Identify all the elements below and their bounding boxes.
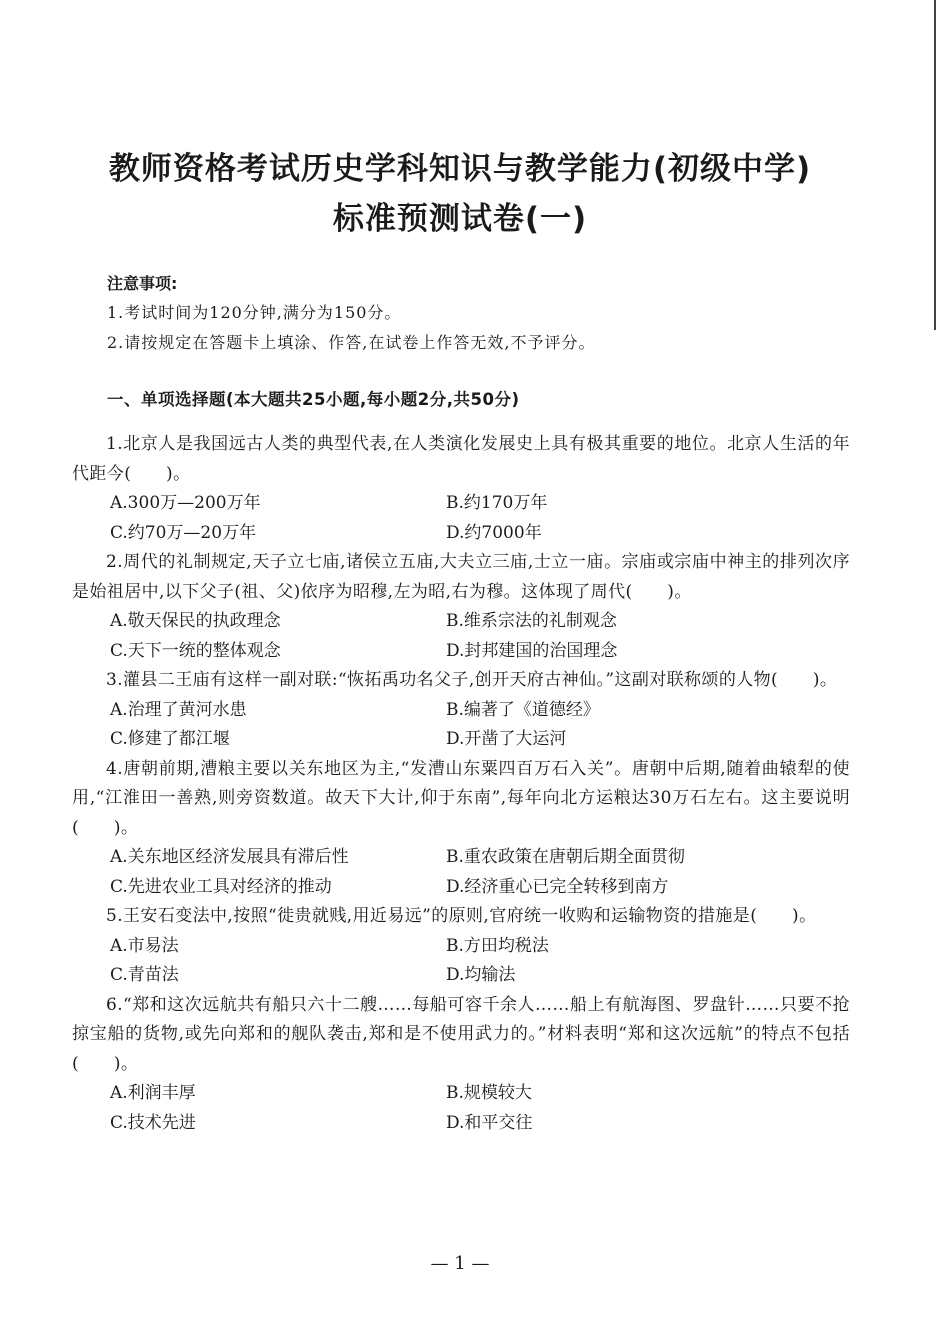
option-a: A.关东地区经济发展具有滞后性 <box>110 847 349 867</box>
notice-heading: 注意事项: <box>107 274 178 293</box>
option-a: A.利润丰厚 <box>110 1083 196 1103</box>
option-b: B.规模较大 <box>446 1083 532 1103</box>
option-c: C.技术先进 <box>110 1112 196 1133</box>
question-stem: 6.“郑和这次远航共有船只六十二艘……每船可容千余人……船上有航海图、罗盘针……只要不抢掠宝船的货物,或先向郑和的舰队袭击,郑和是不使用武力的。”材料表明“郑和这次远航”的特点不包括( )。 <box>72 994 850 1074</box>
question-2 <box>72 548 850 666</box>
option-c: C.青苗法 <box>110 965 179 985</box>
option-grid <box>72 489 850 548</box>
option-grid <box>72 696 850 755</box>
option-c: C.先进农业工具对经济的推动 <box>110 876 332 897</box>
option-grid <box>72 932 850 991</box>
question-6 <box>72 991 850 1139</box>
option-d: D.开凿了大运河 <box>446 729 567 749</box>
question-stem: 4.唐朝前期,漕粮主要以关东地区为主,“发漕山东粟四百万石入关”。唐朝中后期,随着曲辕犁的使用,“江淮田一善熟,则旁资数道。故天下大计,仰于东南”,每年向北方运粮达30万石左右。这主要说明( )。 <box>72 758 850 838</box>
notice-item-2: 2.请按规定在答题卡上填涂、作答,在试卷上作答无效,不予评分。 <box>107 333 596 352</box>
option-d: D.约7000年 <box>446 522 542 543</box>
exam-title-line2: 标准预测试卷(一) <box>332 201 588 237</box>
question-1 <box>72 430 850 548</box>
notice-block <box>107 270 867 358</box>
exam-title-line1: 教师资格考试历史学科知识与教学能力(初级中学) <box>108 151 812 187</box>
question-list <box>72 430 850 1138</box>
question-stem: 2.周代的礼制规定,天子立七庙,诸侯立五庙,大夫立三庙,士立一庙。宗庙或宗庙中神主的排列次序是始祖居中,以下父子(祖、父)依序为昭穆,左为昭,右为穆。这体现了周代( )。 <box>72 552 850 602</box>
option-b: B.方田均税法 <box>446 935 549 956</box>
option-grid <box>72 843 850 902</box>
option-a: A.市易法 <box>110 935 179 956</box>
option-b: B.编著了《道德经》 <box>446 699 600 720</box>
option-d: D.经济重心已完全转移到南方 <box>446 876 669 897</box>
notice-item-1: 1.考试时间为120分钟,满分为150分。 <box>107 303 402 322</box>
option-b: B.重农政策在唐朝后期全面贯彻 <box>446 847 685 867</box>
question-stem: 1.北京人是我国远古人类的典型代表,在人类演化发展史上具有极其重要的地位。北京人生活的年代距今( )。 <box>72 434 850 484</box>
question-5 <box>72 902 850 991</box>
option-c: C.修建了都江堰 <box>110 729 230 749</box>
option-b: B.维系宗法的礼制观念 <box>446 611 617 631</box>
question-4 <box>72 755 850 903</box>
section-heading: 一、单项选择题(本大题共25小题,每小题2分,共50分) <box>107 390 520 409</box>
option-b: B.约170万年 <box>446 493 548 513</box>
option-grid <box>72 1079 850 1138</box>
option-d: D.均输法 <box>446 965 516 985</box>
option-d: D.封邦建国的治国理念 <box>446 640 618 661</box>
question-stem: 3.灌县二王庙有这样一副对联:“恢拓禹功名父子,创开天府古神仙。”这副对联称颂的人物( )。 <box>106 670 838 690</box>
option-d: D.和平交往 <box>446 1112 533 1133</box>
option-a: A.治理了黄河水患 <box>110 699 247 720</box>
page-number: — 1 — <box>430 1253 490 1274</box>
option-c: C.天下一统的整体观念 <box>110 640 281 661</box>
option-c: C.约70万—20万年 <box>110 522 257 543</box>
question-3 <box>72 666 850 755</box>
question-stem: 5.王安石变法中,按照“徙贵就贱,用近易远”的原则,官府统一收购和运输物资的措施是( )。 <box>106 906 817 926</box>
option-a: A.300万—200万年 <box>110 493 261 513</box>
option-a: A.敬天保民的执政理念 <box>110 611 281 631</box>
option-grid <box>72 607 850 666</box>
